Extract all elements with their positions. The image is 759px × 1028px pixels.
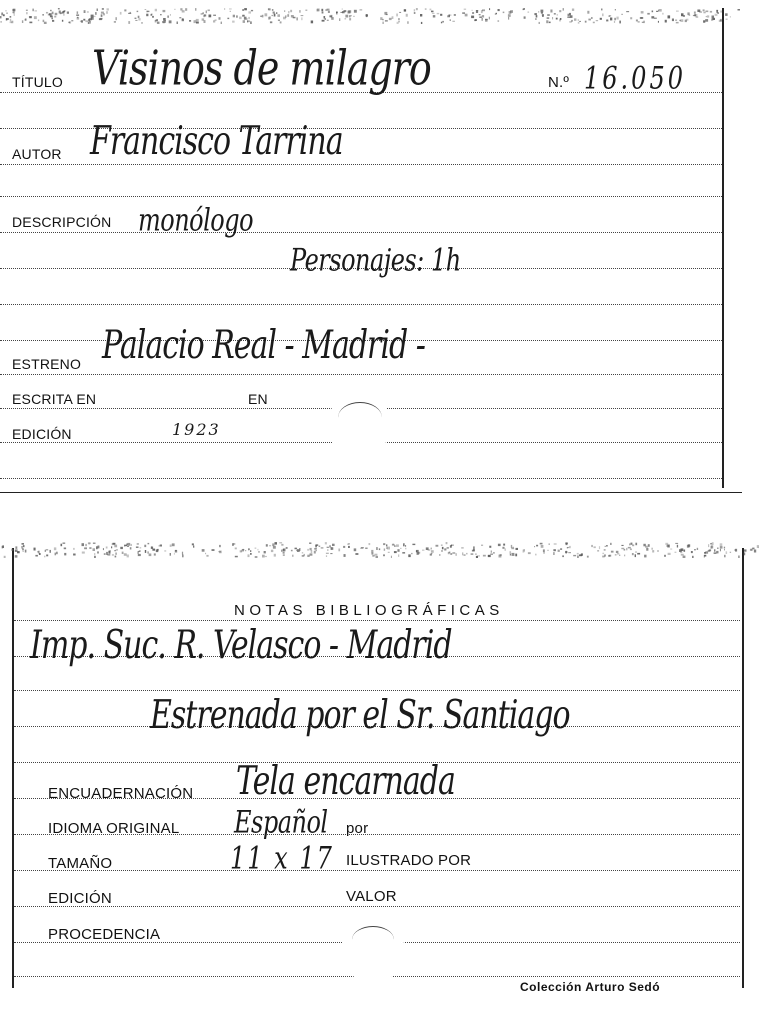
ruled-line	[0, 478, 722, 479]
procedencia-label: PROCEDENCIA	[48, 926, 161, 943]
numero-value: 16.050	[584, 59, 686, 97]
idioma-value: Español	[234, 803, 328, 841]
ruled-line	[14, 906, 740, 907]
titulo-value: Visinos de milagro	[92, 40, 431, 96]
autor-value: Francisco Tarrina	[90, 118, 343, 165]
escrita-label: ESCRITA EN	[12, 391, 97, 407]
ruled-line	[0, 196, 722, 197]
nota-line-1: Imp. Suc. R. Velasco - Madrid	[30, 622, 452, 669]
ruled-line	[0, 304, 722, 305]
edicion-value: 1923	[172, 420, 221, 439]
encuadernacion-label: ENCUADERNACIÓN	[48, 785, 194, 802]
collection-credit: Colección Arturo Sedó	[520, 980, 661, 994]
estreno-value: Palacio Real - Madrid -	[102, 322, 425, 369]
notas-heading: NOTAS BIBLIOGRÁFICAS	[234, 602, 504, 619]
ilustrado-label: ILUSTRADO POR	[346, 852, 472, 869]
card-divider-line	[0, 492, 742, 493]
descripcion-value: monólogo	[138, 201, 254, 239]
estreno-label: ESTRENO	[12, 356, 82, 372]
ruled-line	[0, 374, 722, 375]
ruled-line	[14, 620, 740, 621]
edicion-label: EDICIÓN	[12, 426, 72, 442]
autor-label: AUTOR	[12, 146, 62, 162]
ruled-line	[14, 870, 740, 871]
stamp-mark	[352, 926, 394, 953]
en-label: EN	[248, 391, 268, 407]
edicion-bottom-label: EDICIÓN	[48, 890, 112, 907]
nota-line-2: Estrenada por el Sr. Santiago	[150, 692, 570, 739]
ruled-line	[0, 232, 722, 233]
por-label: por	[346, 820, 369, 837]
titulo-label: TÍTULO	[12, 74, 63, 90]
valor-label: VALOR	[346, 888, 397, 905]
encuadernacion-value: Tela encarnada	[236, 758, 455, 805]
numero-label: N.º	[548, 74, 570, 91]
tamano-label: TAMAÑO	[48, 855, 113, 872]
stamp-mark	[338, 402, 382, 433]
idioma-label: IDIOMA ORIGINAL	[48, 820, 180, 837]
tamano-value: 11 x 17	[230, 839, 334, 877]
ruled-line	[14, 690, 740, 691]
personajes-value: Personajes: 1h	[290, 241, 461, 279]
descripcion-label: DESCRIPCIÓN	[12, 214, 112, 230]
torn-edge-texture-bottom	[0, 542, 759, 558]
torn-edge-texture-top	[0, 8, 740, 24]
